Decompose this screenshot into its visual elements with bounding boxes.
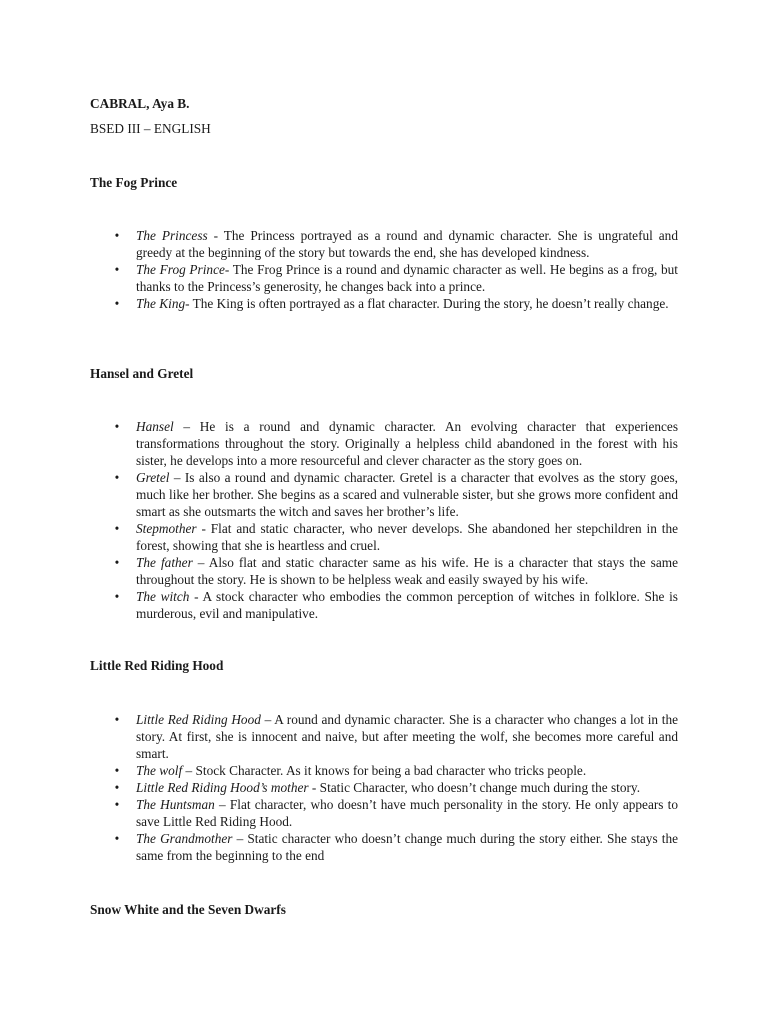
character-description: The Princess portrayed as a round and dynamic character. She is ungrateful and greedy at the beginning of the story but towards the end, she has developed kindness. xyxy=(136,228,678,260)
character-name: The Grandmother xyxy=(136,831,233,846)
list-item xyxy=(90,711,678,762)
section-list-red-riding-hood xyxy=(90,711,678,864)
list-item xyxy=(90,520,678,554)
bullet: • xyxy=(114,470,120,485)
character-description: - The King is often portrayed as a flat character. During the story, he doesn’t really change. xyxy=(185,296,669,311)
character-description: - Flat and static character, who never develops. She abandoned her stepchildren in the forest, showing that she is heartless and cruel. xyxy=(136,521,678,553)
character-name: The witch - xyxy=(136,589,199,604)
bullet: • xyxy=(114,797,120,812)
list-item xyxy=(90,227,678,261)
bullet: • xyxy=(114,296,120,311)
character-name: Stepmother xyxy=(136,521,197,536)
character-name: The father xyxy=(136,555,193,570)
list-item xyxy=(90,830,678,864)
list-item xyxy=(90,418,678,469)
character-description: - The Frog Prince is a round and dynamic character as well. He begins as a frog, but thanks to the Princess’s generosity, he changes back into a prince. xyxy=(136,262,678,294)
character-name: The King xyxy=(136,296,186,311)
character-description: A stock character who embodies the common perception of witches in folklore. She is murderous, evil and manipulative. xyxy=(136,589,678,621)
character-description: – Also flat and static character same as his wife. He is a character that stays the same throughout the story. He is shown to be helpless weak and easily swayed by his wife. xyxy=(136,555,678,587)
character-description: - Static Character, who doesn’t change much during the story. xyxy=(308,780,641,795)
character-description: – Static character who doesn’t change much during the story either. She stays the same from the beginning to the end xyxy=(136,831,678,863)
section-title-fog-prince: The Fog Prince xyxy=(90,175,178,190)
list-item xyxy=(90,261,678,295)
bullet: • xyxy=(114,419,120,434)
bullet: • xyxy=(114,831,120,846)
section-title-snow-white: Snow White and the Seven Dwarfs xyxy=(90,902,286,917)
character-name: The Huntsman xyxy=(136,797,215,812)
list-item xyxy=(90,469,678,520)
character-description: – Stock Character. As it knows for being a bad character who tricks people. xyxy=(182,763,587,778)
character-name: Hansel xyxy=(136,419,174,434)
list-item xyxy=(90,796,678,830)
character-description: – Flat character, who doesn’t have much personality in the story. He only appears to save Little Red Riding Hood. xyxy=(136,797,678,829)
list-item xyxy=(90,762,678,779)
bullet: • xyxy=(114,780,120,795)
bullet: • xyxy=(114,262,120,277)
character-description: – He is a round and dynamic character. An evolving character that experiences transformations throughout the story. Originally a helpless child abandoned in the forest with his sister, he develops into a more resourceful and clever character as the story goes on. xyxy=(136,419,678,468)
character-name: Little Red Riding Hood’s mother xyxy=(136,780,309,795)
list-item xyxy=(90,554,678,588)
character-name: The wolf xyxy=(136,763,183,778)
bullet: • xyxy=(114,521,120,536)
list-item xyxy=(90,295,678,312)
student-name: CABRAL, Aya B. xyxy=(90,96,190,111)
section-title-red-riding-hood: Little Red Riding Hood xyxy=(90,658,224,673)
character-name: Gretel xyxy=(136,470,170,485)
character-name: Little Red Riding Hood xyxy=(136,712,261,727)
character-name: The Princess - xyxy=(136,228,219,243)
list-item xyxy=(90,588,678,622)
bullet: • xyxy=(114,763,120,778)
bullet: • xyxy=(114,555,120,570)
list-item xyxy=(90,779,678,796)
course-label: BSED III – ENGLISH xyxy=(90,121,211,136)
section-title-hansel-gretel: Hansel and Gretel xyxy=(90,366,194,381)
section-list-hansel-gretel xyxy=(90,418,678,622)
character-name: The Frog Prince xyxy=(136,262,225,277)
bullet: • xyxy=(114,589,120,604)
section-list-fog-prince xyxy=(90,227,678,312)
character-description: – A round and dynamic character. She is a character who changes a lot in the story. At first, she is innocent and naive, but after meeting the wolf, she becomes more careful and smart. xyxy=(136,712,678,761)
bullet: • xyxy=(114,228,120,243)
character-description: – Is also a round and dynamic character. Gretel is a character that evolves as the story goes, much like her brother. She begins as a scared and vulnerable sister, but she grows more confident and smart as she outsmarts the witch and saves her brother’s life. xyxy=(136,470,678,519)
bullet: • xyxy=(114,712,120,727)
